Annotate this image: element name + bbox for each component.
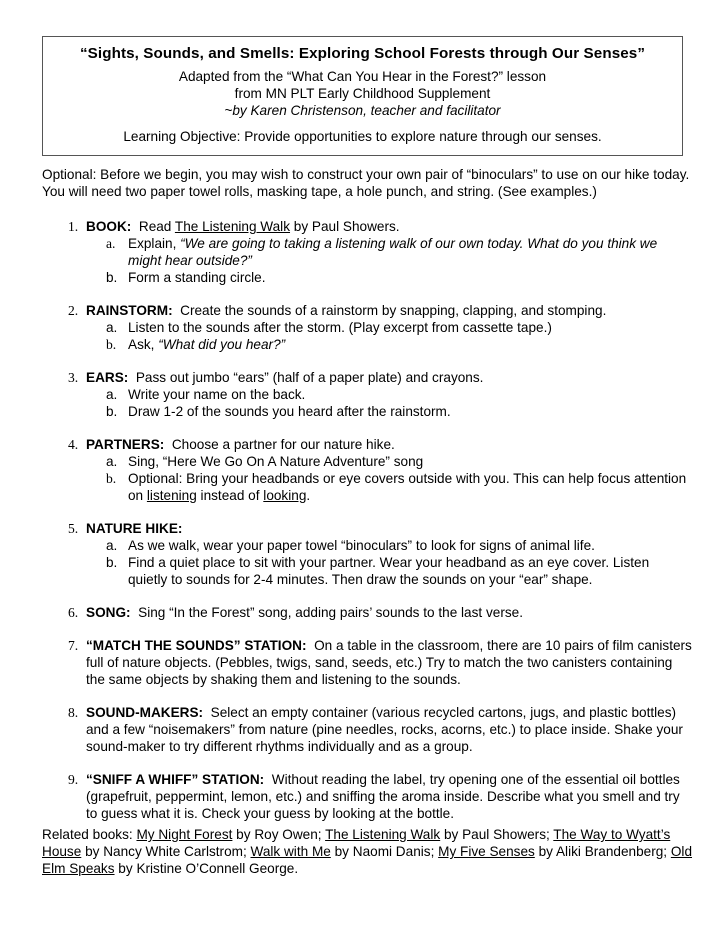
sub-text: Explain, xyxy=(128,236,181,251)
step-text: On a table in the classroom, there are 10 pairs of film canisters full of nature objects. (Pebbles, twigs, sand, seeds, etc.) Try to match the two canisters containing the same objects by shaking them and listening to the sounds. xyxy=(86,638,692,687)
book-author: by Aliki Brandenberg; xyxy=(534,844,671,859)
related-label: Related books: xyxy=(42,827,137,842)
underlined-word: looking xyxy=(263,488,307,503)
sub-letter: b. xyxy=(106,555,118,570)
sub-text: . xyxy=(306,488,311,503)
header-box xyxy=(42,36,683,156)
author-line: ~by Karen Christenson, teacher and facilitator xyxy=(224,103,501,118)
sub-letter: a. xyxy=(106,538,118,553)
step-book xyxy=(42,218,692,286)
sub-letter: b. xyxy=(106,337,117,352)
sub-item xyxy=(86,386,692,403)
book-author: by Nancy White Carlstrom; xyxy=(81,844,251,859)
sub-text: Form a standing circle. xyxy=(128,270,266,285)
sub-letter: a. xyxy=(106,454,118,469)
step-number: 3. xyxy=(68,370,79,385)
sub-item xyxy=(86,269,692,286)
step-sound-makers xyxy=(42,704,692,755)
sub-letter: a. xyxy=(106,387,118,402)
step-text: Without reading the label, try opening one of the essential oil bottles (grapefruit, peppermint, lemon, etc.) and sniffing the aroma inside. Describe what you smell and try to guess what it is. Check your guess by looking at the bottle. xyxy=(86,772,680,821)
step-text: Pass out jumbo “ears” (half of a paper plate) and crayons. xyxy=(135,370,484,385)
step-text: Create the sounds of a rainstorm by snapping, clapping, and stomping. xyxy=(180,303,607,318)
sub-quote: “We are going to taking a listening walk of our own today. What do you think we might hear outside?” xyxy=(128,236,658,268)
step-number: 9. xyxy=(68,772,79,787)
step-sniff-a-whiff xyxy=(42,771,692,822)
book-title: Walk with Me xyxy=(250,844,331,859)
step-text: Select an empty container (various recycled cartons, jugs, and plastic bottles) and a few “noisemakers” from nature (pine needles, rocks, acorns, etc.) to place inside. Shake your sound-maker to try different rhythms individually and as a group. xyxy=(86,705,683,754)
document-title: “Sights, Sounds, and Smells: Exploring School Forests through Our Senses” xyxy=(79,45,646,62)
step-text: Sing “In the Forest” song, adding pairs’ sounds to the last verse. xyxy=(138,605,523,620)
sub-text: Find a quiet place to sit with your partner. Wear your headband as an eye cover. Listen quietly to sounds for 2-4 minutes. Then draw the sounds on your “ear” shape. xyxy=(128,555,650,587)
sub-item xyxy=(86,403,692,420)
step-number: 1. xyxy=(68,219,79,234)
book-author: by Paul Showers; xyxy=(440,827,554,842)
sub-text: Draw 1-2 of the sounds you heard after the rainstorm. xyxy=(128,404,451,419)
step-text: Choose a partner for our nature hike. xyxy=(171,437,395,452)
step-text: by Paul Showers. xyxy=(290,219,400,234)
step-heading: SOUND-MAKERS: xyxy=(86,705,204,720)
step-match-the-sounds xyxy=(42,637,692,688)
step-number: 7. xyxy=(68,638,79,653)
book-title: My Five Senses xyxy=(438,844,535,859)
sub-item xyxy=(86,470,692,504)
sub-item xyxy=(86,453,692,470)
step-number: 5. xyxy=(68,521,79,536)
sub-text: As we walk, wear your paper towel “binoculars” to look for signs of animal life. xyxy=(128,538,595,553)
book-title: The Way to Wyatt’s House xyxy=(42,827,671,859)
sub-letter: a. xyxy=(106,236,116,251)
steps-list xyxy=(42,218,692,838)
step-heading: “MATCH THE SOUNDS” STATION: xyxy=(86,638,307,653)
book-title: Old Elm Speaks xyxy=(42,844,693,876)
step-heading: “SNIFF A WHIFF” STATION: xyxy=(86,772,265,787)
sub-letter: b. xyxy=(106,471,117,486)
book-title: My Night Forest xyxy=(136,827,233,842)
book-author: by Kristine O’Connell George. xyxy=(114,861,299,876)
step-heading: NATURE HIKE: xyxy=(86,521,183,536)
step-text: Read xyxy=(138,219,175,234)
step-heading: BOOK: xyxy=(86,219,132,234)
underlined-word: listening xyxy=(146,488,197,503)
adapted-line: Adapted from the “What Can You Hear in the Forest?” lesson xyxy=(178,69,547,84)
book-author: by Naomi Danis; xyxy=(330,844,439,859)
learning-objective: Learning Objective: Provide opportunities to explore nature through our senses. xyxy=(123,129,602,144)
related-books xyxy=(42,826,692,877)
source-line: from MN PLT Early Childhood Supplement xyxy=(234,86,491,101)
sub-letter: b. xyxy=(106,270,118,285)
sub-text: Ask, xyxy=(128,337,159,352)
sub-item xyxy=(86,554,692,588)
sub-item xyxy=(86,537,692,554)
sub-text: instead of xyxy=(196,488,264,503)
book-author: by Roy Owen; xyxy=(232,827,326,842)
step-rainstorm xyxy=(42,302,692,353)
book-title: The Listening Walk xyxy=(174,219,291,234)
sub-text: Sing, “Here We Go On A Nature Adventure” song xyxy=(128,454,424,469)
step-song xyxy=(42,604,692,621)
step-number: 2. xyxy=(68,303,79,318)
step-partners xyxy=(42,436,692,504)
sub-text: Write your name on the back. xyxy=(128,387,306,402)
step-ears xyxy=(42,369,692,420)
step-number: 6. xyxy=(68,605,79,620)
sub-item xyxy=(86,319,692,336)
book-title: The Listening Walk xyxy=(325,827,441,842)
sub-letter: b. xyxy=(106,404,118,419)
sub-text: Listen to the sounds after the storm. (Play excerpt from cassette tape.) xyxy=(128,320,552,335)
step-heading: RAINSTORM: xyxy=(86,303,173,318)
sub-item xyxy=(86,336,692,353)
step-heading: EARS: xyxy=(86,370,129,385)
sub-text: Optional: Bring your headbands or eye covers outside with you. This can help focus attention on xyxy=(128,471,687,503)
step-heading: PARTNERS: xyxy=(86,437,165,452)
step-number: 8. xyxy=(68,705,79,720)
step-number: 4. xyxy=(68,437,79,452)
step-nature-hike xyxy=(42,520,692,588)
sub-quote: “What did you hear?” xyxy=(158,337,286,352)
sub-item xyxy=(86,235,692,269)
intro-paragraph: Optional: Before we begin, you may wish to construct your own pair of “binoculars” to use on our hike today. You will need two paper towel rolls, masking tape, a hole punch, and string. (See examples.) xyxy=(42,167,690,199)
sub-letter: a. xyxy=(106,320,118,335)
step-heading: SONG: xyxy=(86,605,131,620)
